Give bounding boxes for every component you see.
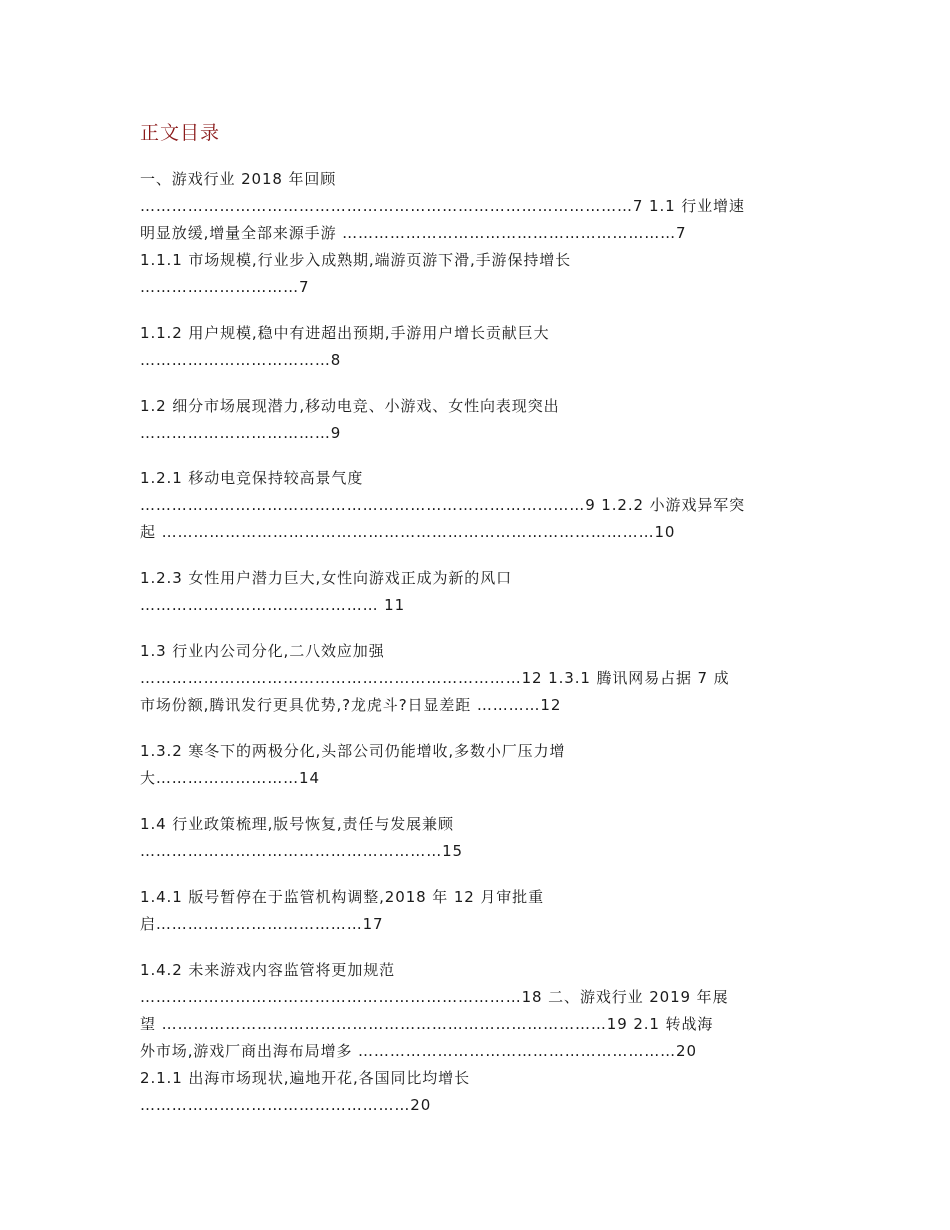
toc-line: 1.4.1 版号暂停在于监管机构调整,2018 年 12 月审批重	[140, 888, 544, 906]
toc-line: 1.3.2 寒冬下的两极分化,头部公司仍能增收,多数小厂压力增	[140, 742, 566, 760]
toc-line: 1.2.3 女性用户潜力巨大,女性向游戏正成为新的风口	[140, 569, 513, 587]
toc-line: 1.2 细分市场展现潜力,移动电竞、小游戏、女性向表现突出	[140, 397, 560, 415]
toc-line: ………………………………9	[140, 424, 342, 442]
toc-line: 2.1.1 出海市场现状,遍地开花,各国同比均增长	[140, 1069, 470, 1087]
toc-line: 望 …………………………………………………………………………19 2.1 转战海	[140, 1015, 714, 1033]
toc-line: 1.4 行业政策梳理,版号恢复,责任与发展兼顾	[140, 815, 454, 833]
toc-line: ………………………………8	[140, 351, 342, 369]
toc-line: 起 …………………………………………………………………………………10	[140, 523, 676, 541]
toc-line: 市场份额,腾讯发行更具优势,?龙虎斗?日显差距 …………12	[140, 696, 562, 714]
toc-line: 1.1.2 用户规模,稳中有进超出预期,手游用户增长贡献巨大	[140, 324, 550, 342]
toc-line: 外市场,游戏厂商出海布局增多 ……………………………………………………20	[140, 1042, 697, 1060]
toc-title: 正文目录	[140, 122, 221, 144]
toc-line: 1.4.2 未来游戏内容监管将更加规范	[140, 961, 396, 979]
toc-line: …………………………………………………………………………9 1.2.2 小游戏异军突	[140, 496, 746, 514]
toc-line: 大………………………14	[140, 769, 320, 787]
toc-line: ……………………………………… 11	[140, 596, 406, 614]
toc-line: 一、游戏行业 2018 年回顾	[140, 170, 337, 188]
toc-line: …………………………7	[140, 278, 310, 296]
toc-line: ……………………………………………20	[140, 1096, 432, 1114]
toc-line: 1.3 行业内公司分化,二八效应加强	[140, 642, 385, 660]
toc-line: 启…………………………………17	[140, 915, 384, 933]
toc-line: …………………………………………………15	[140, 842, 463, 860]
toc-line: 1.2.1 移动电竞保持较高景气度	[140, 469, 364, 487]
toc-line: 1.1.1 市场规模,行业步入成熟期,端游页游下滑,手游保持增长	[140, 251, 572, 269]
toc-line: 明显放缓,增量全部来源手游 ………………………………………………………7	[140, 224, 687, 242]
toc-line: ………………………………………………………………18 二、游戏行业 2019 年展	[140, 988, 729, 1006]
toc-line: ………………………………………………………………12 1.3.1 腾讯网易占据 7 成	[140, 669, 730, 687]
toc-line: …………………………………………………………………………………7 1.1 行业增速	[140, 197, 745, 215]
